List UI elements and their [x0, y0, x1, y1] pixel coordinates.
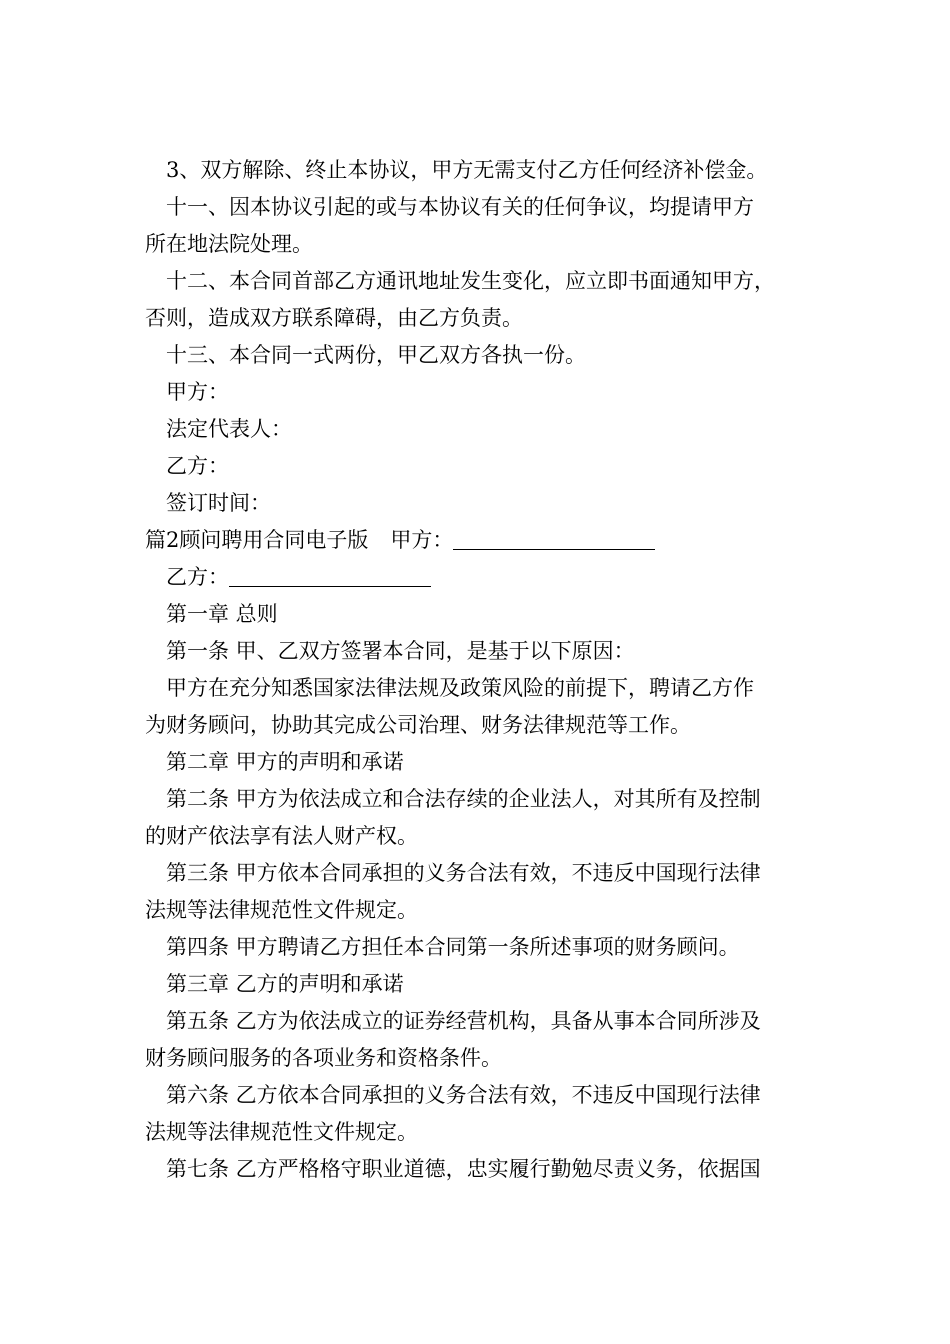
clause-3-line: 3、双方解除、终止本协议，甲方无需支付乙方任何经济补偿金。 [166, 158, 768, 182]
chapter-3-heading: 第三章 乙方的声明和承诺 [166, 972, 404, 996]
signing-date-label: 签订时间： [166, 491, 271, 515]
party-b-field-line [145, 559, 815, 596]
article-7-line-1: 第七条 乙方严格格守职业道德，忠实履行勤勉尽责义务，依据国 [166, 1157, 761, 1181]
article-4-line: 第四条 甲方聘请乙方担任本合同第一条所述事项的财务顾问。 [166, 935, 740, 959]
party-a-field-label: 甲方： [390, 528, 454, 552]
chapter-2-heading: 第二章 甲方的声明和承诺 [166, 750, 404, 774]
article-1-detail-line-2: 为财务顾问，协助其完成公司治理、财务法律规范等工作。 [145, 713, 691, 737]
document-body [145, 152, 815, 1188]
party-a-blank [453, 529, 655, 550]
chapter-1-heading: 第一章 总则 [166, 602, 278, 626]
article-6-line-2: 法规等法律规范性文件规定。 [145, 1120, 418, 1144]
article-5-line-1: 第五条 乙方为依法成立的证券经营机构，具备从事本合同所涉及 [166, 1009, 761, 1033]
article-3-line-1: 第三条 甲方依本合同承担的义务合法有效，不违反中国现行法律 [166, 861, 761, 885]
party-b-field-label: 乙方： [166, 565, 229, 589]
contract-2-title: 篇2顾问聘用合同电子版 [145, 528, 369, 552]
article-12-line-1: 十二、本合同首部乙方通讯地址发生变化，应立即书面通知甲方， [166, 269, 775, 293]
article-3-line-2: 法规等法律规范性文件规定。 [145, 898, 418, 922]
article-13-line: 十三、本合同一式两份，甲乙双方各执一份。 [166, 343, 586, 367]
contract-2-heading-line [145, 522, 815, 559]
article-6-line-1: 第六条 乙方依本合同承担的义务合法有效，不违反中国现行法律 [166, 1083, 761, 1107]
article-5-line-2: 财务顾问服务的各项业务和资格条件。 [145, 1046, 502, 1070]
article-2-line-2: 的财产依法享有法人财产权。 [145, 824, 418, 848]
article-1-line: 第一条 甲、乙双方签署本合同，是基于以下原因： [166, 639, 635, 663]
article-12-line-2: 否则，造成双方联系障碍，由乙方负责。 [145, 306, 523, 330]
article-11-line-1: 十一、因本协议引起的或与本协议有关的任何争议，均提请甲方 [166, 195, 754, 219]
party-a-label: 甲方： [166, 380, 229, 404]
legal-representative-label: 法定代表人： [166, 417, 292, 441]
article-2-line-1: 第二条 甲方为依法成立和合法存续的企业法人，对其所有及控制 [166, 787, 761, 811]
party-b-label: 乙方： [166, 454, 229, 478]
article-11-line-2: 所在地法院处理。 [145, 232, 313, 256]
party-b-blank [229, 566, 431, 587]
article-1-detail-line-1: 甲方在充分知悉国家法律法规及政策风险的前提下，聘请乙方作 [166, 676, 754, 700]
